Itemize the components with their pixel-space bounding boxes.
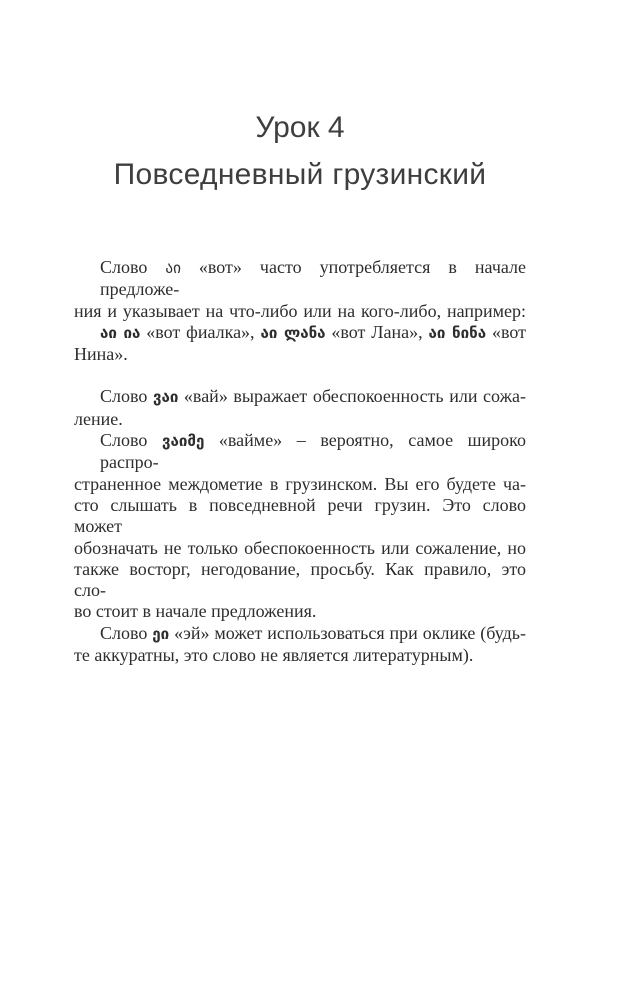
para-ai-intro bbox=[74, 257, 526, 322]
text-line bbox=[74, 301, 526, 322]
text-line bbox=[74, 474, 526, 495]
text-line bbox=[74, 257, 526, 301]
para-vaime bbox=[74, 430, 526, 623]
text-line bbox=[74, 623, 526, 645]
text-run: «вот фиалка», bbox=[140, 321, 261, 342]
text-run: «вай» выражает обеспокоенность или сожа- bbox=[178, 386, 526, 407]
lesson-header bbox=[74, 110, 526, 193]
para-ei bbox=[74, 623, 526, 667]
text-run: ление. bbox=[74, 408, 123, 429]
lesson-subtitle: Повседневный грузинский bbox=[113, 158, 487, 191]
text-run: также восторг, негодование, просьбу. Как правило, это сло- bbox=[74, 558, 526, 601]
text-run: ния и указывает на что-либо или на кого-либо, например: bbox=[74, 300, 526, 321]
body-text bbox=[74, 257, 526, 666]
text-line bbox=[74, 409, 526, 430]
text-run: сто слышать в повседневной речи грузин. Это слово может bbox=[74, 494, 526, 537]
georgian-word: ეი bbox=[152, 624, 170, 643]
text-run: «вот bbox=[486, 321, 526, 342]
text-line bbox=[74, 344, 526, 365]
text-run: те аккуратны, это слово не является литературным). bbox=[74, 645, 474, 666]
text-line bbox=[74, 322, 526, 344]
text-run: Слово bbox=[100, 257, 166, 277]
text-line bbox=[74, 430, 526, 474]
text-run: «вот» часто употребляется в начале предложе- bbox=[100, 257, 526, 300]
para-ai-examples bbox=[74, 322, 526, 366]
text-line bbox=[74, 601, 526, 622]
text-run: Слово bbox=[100, 386, 153, 407]
text-line bbox=[74, 386, 526, 408]
para-vai bbox=[74, 386, 526, 430]
text-run: страненное междометие в грузинском. Вы его будете ча- bbox=[74, 473, 526, 494]
text-run: Нина». bbox=[74, 344, 128, 365]
text-line bbox=[74, 645, 526, 666]
text-run: Слово bbox=[100, 430, 162, 451]
georgian-word: აი ლანა bbox=[260, 323, 326, 342]
lesson-title: Урок 4 bbox=[255, 111, 345, 144]
text-line bbox=[74, 559, 526, 602]
georgian-word: აი bbox=[165, 259, 181, 277]
georgian-word: ვაიმე bbox=[161, 432, 205, 451]
text-line bbox=[74, 538, 526, 559]
text-run: «вайме» – вероятно, самое широко распро- bbox=[100, 430, 526, 473]
text-run: обозначать не только обеспокоенность или сожаление, но bbox=[74, 537, 526, 558]
text-run: «эй» может использоваться при оклике (будь- bbox=[169, 622, 526, 643]
text-run: Слово bbox=[100, 622, 153, 643]
georgian-word: აი ნინა bbox=[428, 323, 487, 342]
text-run: во стоит в начале предложения. bbox=[74, 601, 317, 622]
text-run: «вот Лана», bbox=[325, 321, 429, 342]
text-line bbox=[74, 495, 526, 538]
georgian-word: აი ია bbox=[100, 323, 141, 342]
georgian-word: ვაი bbox=[152, 388, 179, 407]
